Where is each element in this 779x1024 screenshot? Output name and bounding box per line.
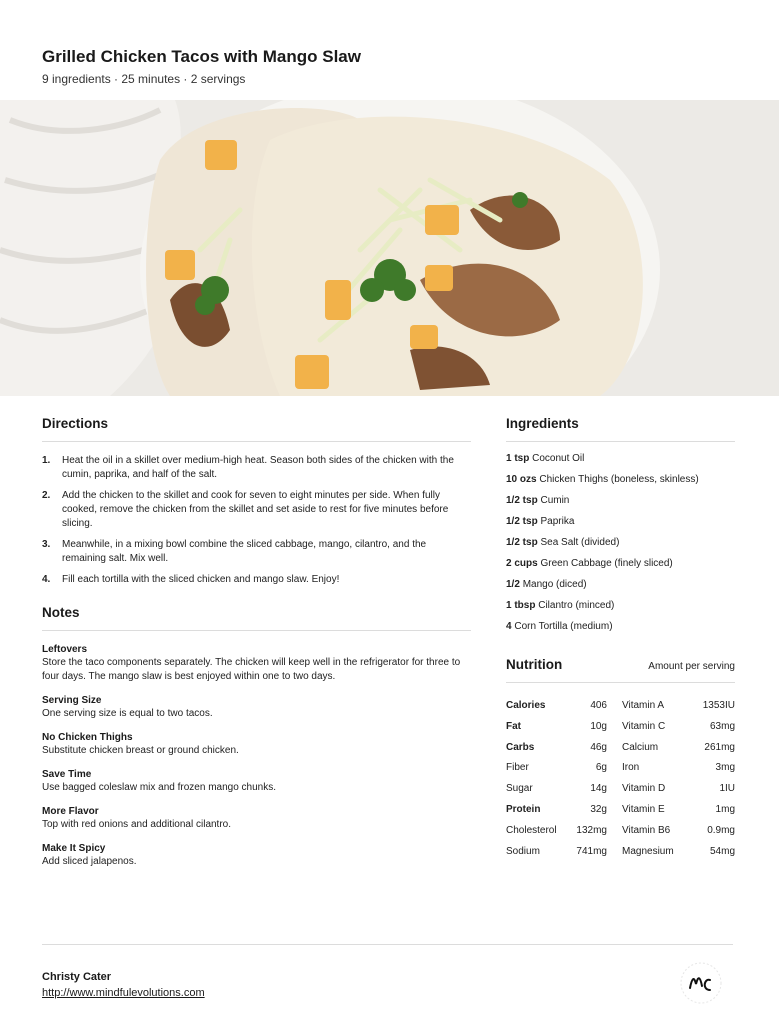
ingredient-item — [506, 494, 735, 515]
nutrient-label: Fat — [506, 720, 521, 732]
ingredient-name: Corn Tortilla (medium) — [514, 621, 613, 632]
nutrient-label: Iron — [622, 762, 640, 774]
ingredient-name: Sea Salt (divided) — [540, 537, 620, 548]
nutrient-value: 1IU — [719, 783, 735, 795]
note-title: Serving Size — [42, 695, 102, 706]
ingredient-qty: 1/2 tsp — [506, 495, 538, 506]
note-item — [42, 643, 471, 684]
nutrient-label: Cholesterol — [506, 824, 557, 836]
nutrient-value: 14g — [590, 783, 607, 795]
left-column — [42, 416, 471, 869]
note-title: Leftovers — [42, 644, 88, 655]
direction-step — [42, 538, 471, 566]
step-number: 2. — [42, 490, 51, 501]
ingredient-qty: 10 ozs — [506, 474, 537, 485]
recipe-title: Grilled Chicken Tacos with Mango Slaw — [42, 47, 361, 66]
step-text: Heat the oil in a skillet over medium-high heat. Season both sides of the chicken with the cumin, paprika, and half of the salt. — [62, 455, 454, 480]
nutrition-row — [506, 761, 735, 782]
nutrient-value: 10g — [590, 720, 607, 732]
recipe-meta: 9 ingredients · 25 minutes · 2 servings — [42, 72, 246, 86]
nutrition-row — [506, 720, 735, 741]
nutrient-label: Sugar — [506, 783, 533, 795]
note-body: Top with red onions and additional cilantro. — [42, 819, 232, 830]
footer-divider — [42, 944, 733, 945]
nutrition-row — [506, 845, 735, 866]
nutrition-row — [506, 699, 735, 720]
ingredient-qty: 1 tbsp — [506, 600, 536, 611]
ingredient-item — [506, 515, 735, 536]
brand-logo — [678, 960, 724, 1006]
note-body: Add sliced jalapenos. — [42, 856, 137, 867]
nutrient-label: Vitamin E — [622, 803, 665, 815]
step-number: 3. — [42, 539, 51, 550]
ingredient-item — [506, 536, 735, 557]
note-title: More Flavor — [42, 806, 99, 817]
note-item — [42, 805, 471, 832]
note-item — [42, 842, 471, 869]
note-item — [42, 768, 471, 795]
nutrient-value: 132mg — [576, 824, 607, 836]
note-title: No Chicken Thighs — [42, 732, 133, 743]
direction-step — [42, 573, 471, 587]
note-title: Make It Spicy — [42, 843, 106, 854]
ingredients-list — [506, 452, 735, 641]
ingredient-item — [506, 557, 735, 578]
note-body: Substitute chicken breast or ground chicken. — [42, 745, 239, 756]
ingredient-name: Paprika — [540, 516, 575, 527]
nutrient-value: 261mg — [704, 741, 735, 753]
ingredient-qty: 1/2 tsp — [506, 516, 538, 527]
note-body: Store the taco components separately. The chicken will keep well in the refrigerator for three to four days. The mango slaw is best enjoyed within one to two days. — [42, 657, 461, 682]
nutrient-label: Sodium — [506, 845, 540, 857]
direction-step — [42, 489, 471, 531]
nutrition-row — [506, 782, 735, 803]
author-website-link[interactable]: http://www.mindfulevolutions.com — [42, 987, 205, 999]
note-title: Save Time — [42, 769, 92, 780]
nutrient-value: 63mg — [709, 720, 735, 732]
tacos-illustration — [0, 100, 779, 396]
nutrition-heading: Nutrition — [506, 657, 563, 672]
ingredient-item — [506, 578, 735, 599]
directions-heading: Directions — [42, 416, 471, 442]
nutrient-value: 54mg — [709, 845, 735, 857]
nutrient-label: Vitamin A — [622, 700, 665, 711]
notes-heading: Notes — [42, 605, 471, 631]
amount-per-serving: Amount per serving — [648, 661, 735, 672]
nutrient-label: Vitamin B6 — [622, 824, 671, 836]
note-body: Use bagged coleslaw mix and frozen mango chunks. — [42, 782, 277, 793]
step-text: Meanwhile, in a mixing bowl combine the sliced cabbage, mango, cilantro, and the remaining salt. Mix well. — [62, 539, 427, 564]
nutrition-row — [506, 741, 735, 762]
note-item — [42, 731, 471, 758]
nutrient-value: 46g — [590, 741, 607, 753]
ingredient-qty: 4 — [506, 621, 512, 632]
direction-step — [42, 454, 471, 482]
nutrient-label: Calories — [506, 700, 546, 711]
step-text: Add the chicken to the skillet and cook for seven to eight minutes per side. When fully cooked, remove the chicken from the skillet and set aside to rest for five minutes before slicing. — [62, 490, 449, 529]
nutrient-label: Fiber — [506, 762, 529, 774]
right-column — [506, 416, 735, 865]
recipe-header — [42, 46, 361, 86]
note-body: One serving size is equal to two tacos. — [42, 708, 213, 719]
nutrition-header — [506, 657, 735, 683]
nutrient-value: 406 — [590, 700, 607, 711]
nutrient-label: Calcium — [622, 741, 659, 753]
author-name: Christy Cater — [42, 971, 112, 983]
ingredient-qty: 1 tsp — [506, 453, 530, 464]
step-text: Fill each tortilla with the sliced chicken and mango slaw. Enjoy! — [62, 574, 340, 585]
logo-mark — [678, 960, 724, 1006]
ingredient-name: Green Cabbage (finely sliced) — [540, 558, 673, 569]
ingredient-item — [506, 473, 735, 494]
ingredient-name: Chicken Thighs (boneless, skinless) — [539, 474, 699, 485]
nutrient-value: 3mg — [715, 762, 735, 774]
step-number: 4. — [42, 574, 51, 585]
ingredient-name: Cumin — [540, 495, 570, 506]
ingredient-name: Mango (diced) — [522, 579, 587, 590]
nutrition-row — [506, 803, 735, 824]
directions-list — [42, 454, 471, 587]
ingredient-item — [506, 452, 735, 473]
nutrient-value: 1mg — [715, 803, 735, 815]
nutrition-table — [506, 699, 735, 865]
ingredient-name: Coconut Oil — [532, 453, 585, 464]
nutrient-value: 32g — [590, 803, 607, 815]
ingredient-qty: 1/2 tsp — [506, 537, 538, 548]
step-number: 1. — [42, 455, 51, 466]
nutrient-value: 0.9mg — [707, 824, 735, 836]
ingredients-heading: Ingredients — [506, 416, 735, 442]
nutrient-label: Vitamin C — [622, 720, 666, 732]
recipe-photo — [0, 100, 779, 396]
ingredient-name: Cilantro (minced) — [538, 600, 615, 611]
nutrient-value: 741mg — [576, 845, 607, 857]
ingredient-item — [506, 620, 735, 641]
nutrient-label: Magnesium — [622, 845, 674, 857]
nutrient-label: Carbs — [506, 741, 535, 753]
nutrient-value: 6g — [595, 762, 607, 774]
ingredient-qty: 2 cups — [506, 558, 538, 569]
nutrient-value: 1353IU — [702, 700, 735, 711]
nutrition-row — [506, 824, 735, 845]
ingredient-qty: 1/2 — [506, 579, 520, 590]
nutrient-label: Protein — [506, 803, 541, 815]
note-item — [42, 694, 471, 721]
nutrient-label: Vitamin D — [622, 783, 666, 795]
ingredient-item — [506, 599, 735, 620]
